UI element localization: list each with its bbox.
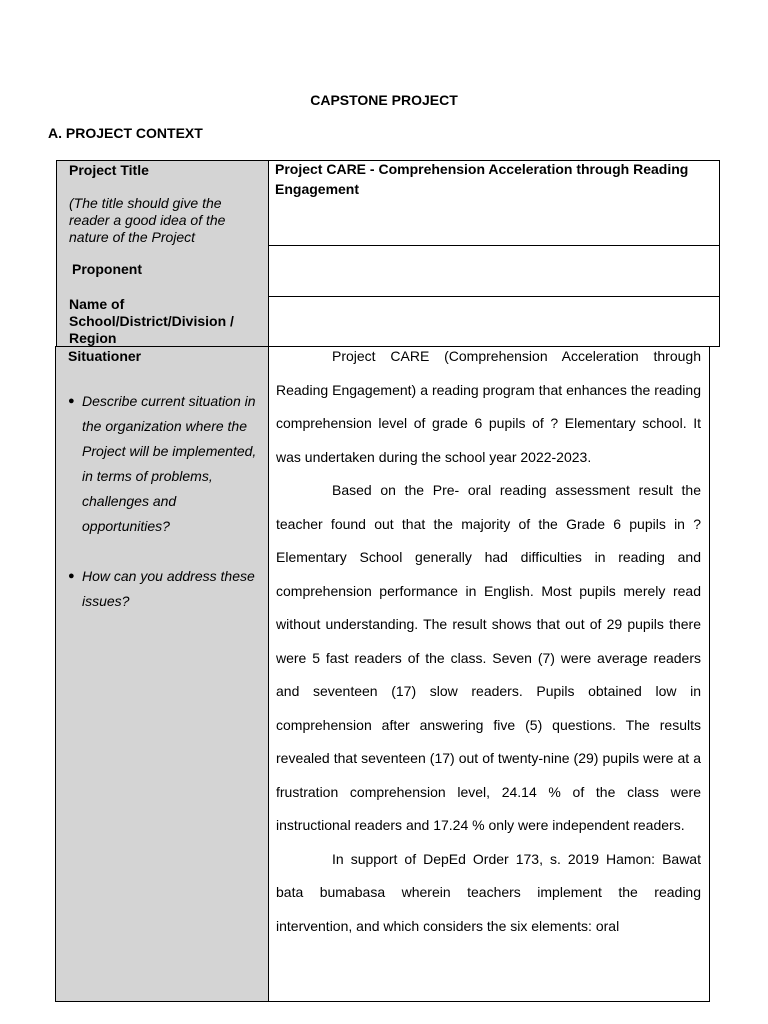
school-label-cell (56, 296, 269, 347)
section-heading: A. PROJECT CONTEXT (48, 125, 203, 141)
proponent-value-cell (268, 245, 720, 297)
situationer-bullet: ● How can you address these issues? (68, 564, 260, 614)
situationer-label-cell (55, 346, 269, 1002)
proponent-label-cell (56, 245, 269, 297)
school-label: Name of School/District/Division / Region (69, 296, 234, 346)
situationer-bullet: ● Describe current situation in the organization where the Project will be implemented, in terms of problems, challenges and opportunities? (68, 389, 260, 539)
document-title: CAPSTONE PROJECT (310, 92, 458, 108)
situationer-bullets (68, 389, 260, 614)
situationer-paragraph: Project CARE (Comprehension Acceleration through Reading Engagement) a reading program that enhances the reading comprehension level of grade 6 pupils of ? Elementary school. It was undertaken during the school year 2022-2023. (276, 348, 701, 465)
project-title-label-cell (56, 160, 269, 246)
project-title-value: Project CARE - Comprehension Acceleration through Reading Engagement (275, 161, 689, 197)
project-title-label: Project Title (69, 162, 149, 178)
situationer-paragraph: Based on the Pre- oral reading assessment result the teacher found out that the majority of the Grade 6 pupils in ? Elementary School generally had difficulties in reading and comprehension performance in English. Most pupils merely read without understanding. The result shows that out of 29 pupils there were 5 fast readers of the class. Seven (7) were average readers and seventeen (17) slow readers. Pupils obtained low in comprehension after answering five (5) questions. The results revealed that seventeen (17) out of twenty-nine (29) pupils were at a frustration comprehension level, 24.14 % of the class were instructional readers and 17.24 % only were independent readers. (276, 482, 701, 833)
proponent-label: Proponent (72, 261, 142, 277)
situationer-paragraph: In support of DepEd Order 173, s. 2019 Hamon: Bawat bata bumabasa wherein teachers implement the reading intervention, and which considers the six elements: oral (276, 850, 701, 934)
situationer-label: Situationer (68, 348, 142, 364)
project-title-value-cell (268, 160, 720, 246)
project-title-hint: (The title should give the reader a good idea of the nature of the Project (69, 195, 226, 245)
situationer-text-cell (268, 346, 710, 1002)
school-value-cell (268, 296, 720, 347)
